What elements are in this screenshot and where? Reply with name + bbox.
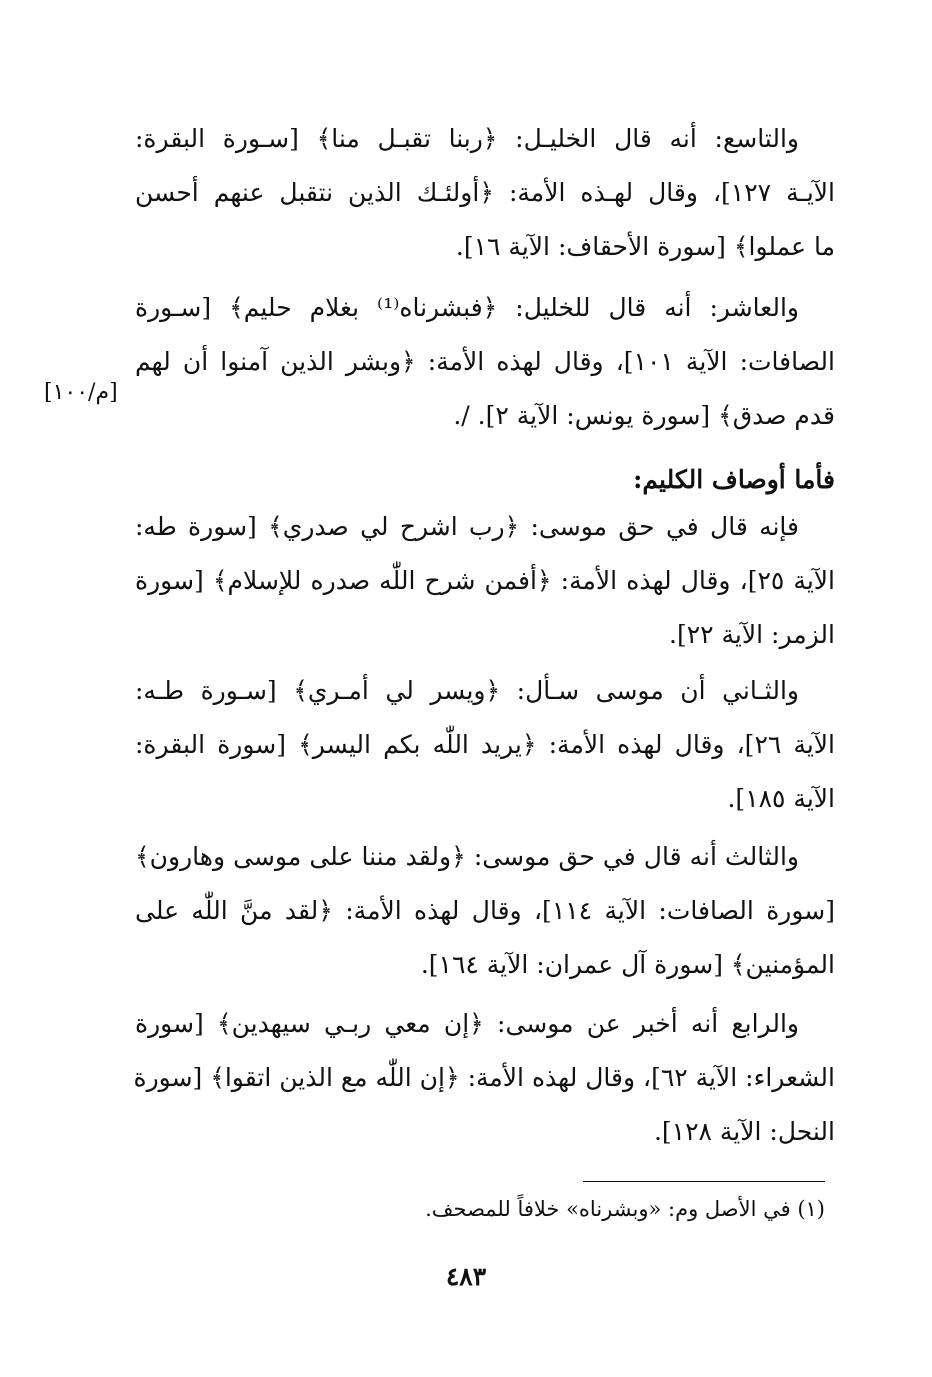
text-line: قدم صدق﴾ [سورة يونس: الآية ٢]. /. bbox=[453, 401, 835, 430]
section-heading: فأما أوصاف الكليم: bbox=[633, 465, 835, 494]
text-line: [سورة الصافات: الآية ١١٤]، وقال لهذه الأمة: ﴿لقد منَّ اللّٰه على bbox=[135, 896, 835, 925]
paragraph-tenth bbox=[135, 281, 835, 443]
text-line: ما عملوا﴾ [سورة الأحقاف: الآية ١٦]. bbox=[455, 232, 835, 261]
paragraph-third-kalim bbox=[135, 830, 835, 992]
text-line: والثـاني أن موسى سـأل: ﴿ويسر لي أمـري﴾ [سـورة طـه: bbox=[135, 676, 799, 705]
footnote-separator bbox=[583, 1181, 825, 1182]
footnote: (١) في الأصل وم: «وبشرناه» خلافاً للمصحف. bbox=[425, 1197, 825, 1221]
page-number: ٤٨٣ bbox=[445, 1262, 487, 1291]
text-line: والتاسع: أنه قال الخليـل: ﴿ربنا تقبـل منا﴾ [سـورة البقرة: bbox=[135, 124, 799, 153]
text-line: الزمر: الآية ٢٢]. bbox=[669, 620, 835, 649]
text-line: الآيـة ١٢٧]، وقال لهـذه الأمة: ﴿أولئـك الذين نتقبل عنهم أحسن bbox=[135, 178, 836, 207]
paragraph-ninth bbox=[135, 112, 835, 274]
text-line: المؤمنين﴾ [سورة آل عمران: الآية ١٦٤]. bbox=[420, 950, 835, 979]
text-line: فإنه قال في حق موسى: ﴿رب اشرح لي صدري﴾ [سورة طه: bbox=[135, 512, 799, 541]
paragraph-fourth-kalim bbox=[135, 997, 835, 1159]
text-line: والعاشر: أنه قال للخليل: ﴿فبشرناه⁽¹⁾ بغلام حليم﴾ [سـورة bbox=[135, 293, 799, 322]
text-line: والثالث أنه قال في حق موسى: ﴿ولقد مننا على موسى وهارون﴾ bbox=[135, 842, 799, 871]
margin-manuscript-reference: [م/١٠٠] bbox=[44, 380, 118, 405]
text-line: الآية ٢٦]، وقال لهذه الأمة: ﴿يريد اللّٰه بكم اليسر﴾ [سورة البقرة: bbox=[135, 730, 835, 759]
text-line: الآية ٢٥]، وقال لهذه الأمة: ﴿أفمن شرح اللّٰه صدره للإسلام﴾ [سورة bbox=[135, 566, 835, 595]
text-line: الشعراء: الآية ٦٢]، وقال لهذه الأمة: ﴿إن اللّٰه مع الذين اتقوا﴾ [سورة bbox=[133, 1063, 835, 1092]
paragraph-second-kalim bbox=[135, 664, 835, 826]
text-line: الآية ١٨٥]. bbox=[727, 784, 835, 813]
text-line: النحل: الآية ١٢٨]. bbox=[653, 1117, 835, 1146]
paragraph-first-kalim bbox=[135, 500, 835, 662]
text-line: والرابع أنه أخبر عن موسى: ﴿إن معي ربـي سيهدين﴾ [سورة bbox=[135, 1009, 799, 1038]
text-line: الصافات: الآية ١٠١]، وقال لهذه الأمة: ﴿وبشر الذين آمنوا أن لهم bbox=[135, 347, 835, 376]
